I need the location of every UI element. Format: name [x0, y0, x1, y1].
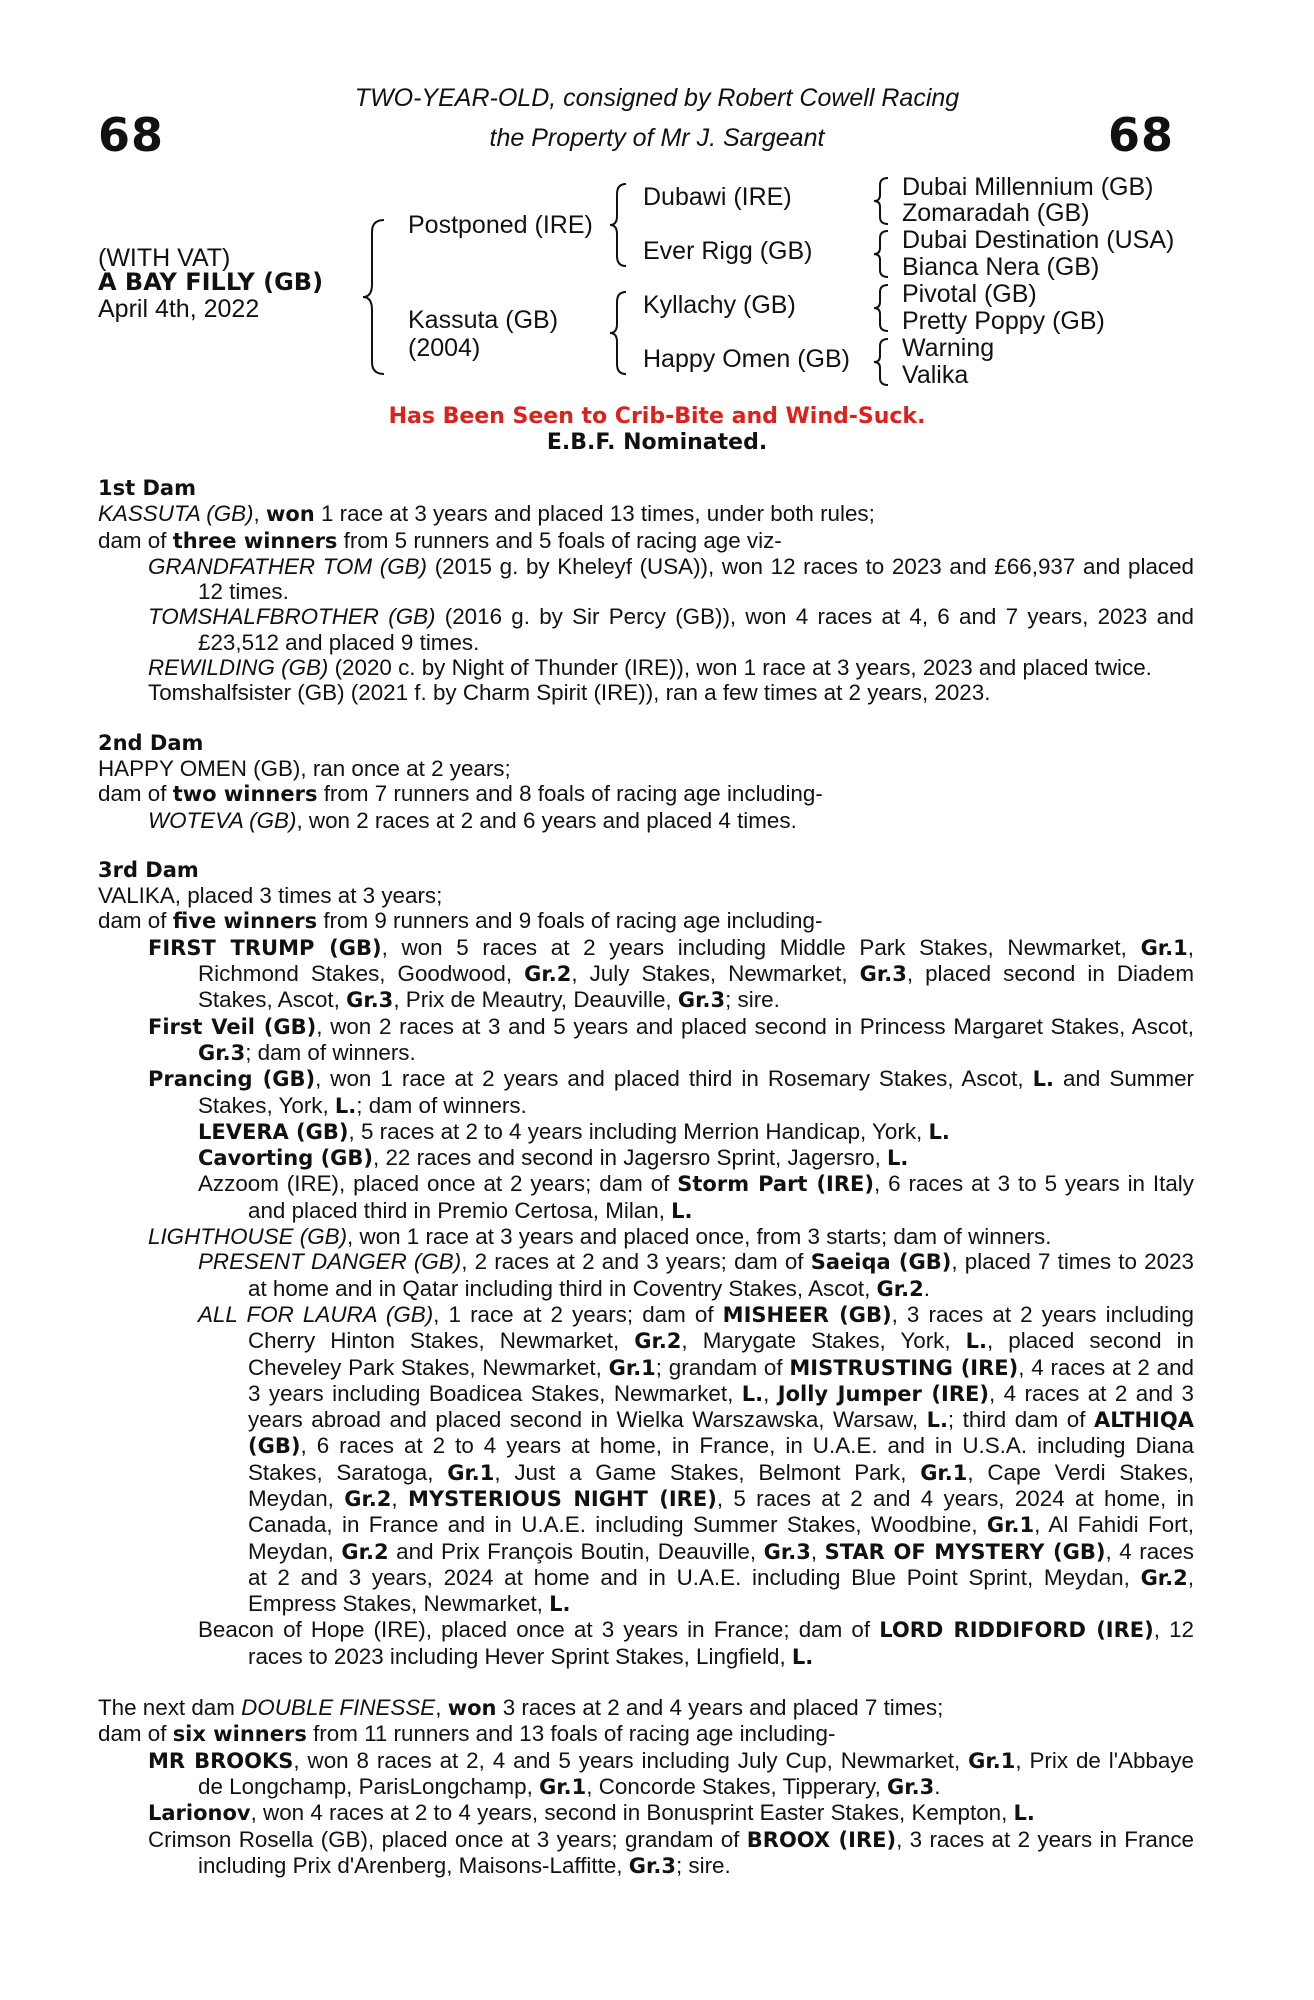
pedigree-gg7: Warning [902, 334, 995, 362]
pedigree-brace-main [360, 218, 390, 376]
vat-label: (WITH VAT) [98, 244, 231, 272]
pedigree-dam-dam: Happy Omen (GB) [643, 345, 851, 373]
pedigree-details [98, 476, 1194, 1879]
lot-number-left: 68 [98, 108, 165, 162]
first-dam-line1: KASSUTA (GB), won 1 race at 3 years and placed 13 times, under both rules; [98, 501, 875, 527]
pedigree-sire: Postponed (IRE) [408, 211, 593, 239]
pedigree-brace-g4 [872, 337, 892, 387]
first-dam-produce-3: REWILDING (GB) (2020 c. by Night of Thunder (IRE)), won 1 race at 3 years, 2023 and placed twice. [148, 655, 1152, 681]
pedigree-gg8: Valika [902, 361, 969, 389]
next-dam-produce-larionov: Larionov, won 4 races at 2 to 4 years, second in Bonusprint Easter Stakes, Kempton, L. [148, 1800, 1035, 1826]
second-dam-line1: HAPPY OMEN (GB), ran once at 2 years; [98, 755, 511, 781]
third-dam-produce-first-trump: FIRST TRUMP (GB), won 5 races at 2 years including Middle Park Stakes, Newmarket, Gr.1, Richmond Stakes, Goodwood, Gr.2, July Stakes, Newmarket, Gr.3, placed second in Diadem Stakes, Ascot, Gr.3, Prix de Meautry, Deauville, Gr.3; sire. [148, 934, 1194, 1013]
pedigree-sire-dam: Ever Rigg (GB) [643, 237, 813, 265]
second-dam-heading: 2nd Dam [98, 730, 204, 755]
property-line: the Property of Mr J. Sargeant [489, 124, 825, 152]
pedigree-brace-g2 [872, 229, 892, 279]
vice-warning: Has Been Seen to Crib-Bite and Wind-Suck. [388, 404, 926, 429]
third-dam-line1: VALIKA, placed 3 times at 3 years; [98, 883, 443, 909]
first-dam-produce-2: TOMSHALFBROTHER (GB) (2016 g. by Sir Percy (GB)), won 4 races at 4, 6 and 7 years, 2023 and £23,512 and placed 9 times. [148, 604, 1194, 655]
pedigree-dam-year: (2004) [408, 334, 481, 362]
prancing-produce-levera: LEVERA (GB), 5 races at 2 to 4 years including Merrion Handicap, York, L. [198, 1118, 950, 1144]
first-dam-heading: 1st Dam [98, 476, 196, 500]
first-dam-line2: dam of three winners from 5 runners and 5 foals of racing age viz- [98, 527, 782, 553]
pedigree-gg5: Pivotal (GB) [902, 280, 1037, 308]
third-dam-produce-lighthouse: LIGHTHOUSE (GB), won 1 race at 3 years and placed once, from 3 starts; dam of winners. [148, 1224, 1052, 1250]
third-dam-produce-first-veil: First Veil (GB), won 2 races at 3 and 5 years and placed second in Princess Margaret Stakes, Ascot, Gr.3; dam of winners. [148, 1013, 1195, 1065]
pedigree-gg6: Pretty Poppy (GB) [902, 307, 1105, 335]
pedigree-gg4: Bianca Nera (GB) [902, 253, 1100, 281]
prancing-produce-cavorting: Cavorting (GB), 22 races and second in Jagersro Sprint, Jagersro, L. [198, 1145, 909, 1171]
lighthouse-produce-all-for-laura: ALL FOR LAURA (GB), 1 race at 2 years; dam of MISHEER (GB), 3 races at 2 years including Cherry Hinton Stakes, Newmarket, Gr.2, Marygate Stakes, York, L., placed second in Cheveley Park Stakes, Newmarket, Gr.1; grandam of MISTRUSTING (IRE), 4 races at 2 and 3 years including Boadicea Stakes, Newmarket, L., Jolly Jumper (IRE), 4 races at 2 and 3 years abroad and placed second in Wielka Warszawska, Warsaw, L.; third dam of ALTHIQA (GB), 6 races at 2 to 4 years at home, in France, in U.A.E. and in U.S.A. including Diana Stakes, Saratoga, Gr.1, Just a Game Stakes, Belmont Park, Gr.1, Cape Verdi Stakes, Meydan, Gr.2, MYSTERIOUS NIGHT (IRE), 5 races at 2 and 4 years, 2024 at home, in Canada, in France and in U.A.E. including Summer Stakes, Woodbine, Gr.1, Al Fahidi Fort, Meydan, Gr.2 and Prix François Boutin, Deauville, Gr.3, STAR OF MYSTERY (GB), 4 races at 2 and 3 years, 2024 at home and in U.A.E. including Blue Point Sprint, Meydan, Gr.2, Empress Stakes, Newmarket, L. [198, 1301, 1195, 1617]
pedigree-dam: Kassuta (GB) [408, 306, 559, 334]
next-dam-produce-crimson-rosella: Crimson Rosella (GB), placed once at 3 years; grandam of BROOX (IRE), 3 races at 2 years in France including Prix d'Arenberg, Maisons-Laffitte, Gr.3; sire. [148, 1826, 1194, 1878]
horse-name: A BAY FILLY (GB) [98, 268, 324, 296]
lighthouse-produce-present-danger: PRESENT DANGER (GB), 2 races at 2 and 3 years; dam of Saeiqa (GB), placed 7 times to 2023 at home and in Qatar including third in Coventry Stakes, Ascot, Gr.2. [198, 1249, 1194, 1301]
third-dam-produce-prancing: Prancing (GB), won 1 race at 2 years and placed third in Rosemary Stakes, Ascot, L. and Summer Stakes, York, L.; dam of winners. [148, 1066, 1195, 1118]
foaling-date: April 4th, 2022 [98, 295, 260, 323]
pedigree-brace-dam [608, 290, 630, 376]
consignor-line: TWO-YEAR-OLD, consigned by Robert Cowell Racing [354, 84, 960, 112]
pedigree-gg1: Dubai Millennium (GB) [902, 173, 1154, 201]
next-dam-line1: The next dam DOUBLE FINESSE, won 3 races at 2 and 4 years and placed 7 times; [98, 1695, 944, 1721]
second-dam-produce-1: WOTEVA (GB), won 2 races at 2 and 6 years and placed 4 times. [148, 807, 797, 833]
lighthouse-produce-beacon-of-hope: Beacon of Hope (IRE), placed once at 3 years in France; dam of LORD RIDDIFORD (IRE), 12 races to 2023 including Hever Sprint Stakes, Lingfield, L. [198, 1617, 1194, 1669]
pedigree-brace-g3 [872, 283, 892, 333]
third-dam-heading: 3rd Dam [98, 857, 199, 882]
pedigree-gg3: Dubai Destination (USA) [902, 226, 1175, 254]
first-dam-produce-1: GRANDFATHER TOM (GB) (2015 g. by Kheleyf (USA)), won 12 races to 2023 and £66,937 and placed 12 times. [148, 553, 1194, 605]
sale-notes [0, 404, 1314, 456]
second-dam-line2: dam of two winners from 7 runners and 8 foals of racing age including- [98, 781, 823, 807]
pedigree-dam-sire: Kyllachy (GB) [643, 291, 796, 319]
first-dam-produce-4: Tomshalfsister (GB) (2021 f. by Charm Spirit (IRE)), ran a few times at 2 years, 2023. [148, 680, 991, 706]
pedigree-gg2: Zomaradah (GB) [902, 199, 1090, 227]
lot-number-right: 68 [1108, 108, 1175, 162]
pedigree-brace-g1 [872, 176, 892, 226]
prancing-produce-azzoom: Azzoom (IRE), placed once at 2 years; dam of Storm Part (IRE), 6 races at 3 to 5 years in Italy and placed third in Premio Certosa, Milan, L. [198, 1171, 1194, 1223]
next-dam-produce-mr-brooks: MR BROOKS, won 8 races at 2, 4 and 5 years including July Cup, Newmarket, Gr.1, Prix de l'Abbaye de Longchamp, ParisLongchamp, Gr.1, Concorde Stakes, Tipperary, Gr.3. [148, 1747, 1194, 1799]
third-dam-line2: dam of five winners from 9 runners and 9 foals of racing age including- [98, 908, 823, 934]
ebf-nominated: E.B.F. Nominated. [546, 430, 768, 455]
pedigree-brace-sire [608, 182, 630, 268]
pedigree-sire-sire: Dubawi (IRE) [643, 183, 792, 211]
next-dam-line2: dam of six winners from 11 runners and 13 foals of racing age including- [98, 1721, 836, 1747]
